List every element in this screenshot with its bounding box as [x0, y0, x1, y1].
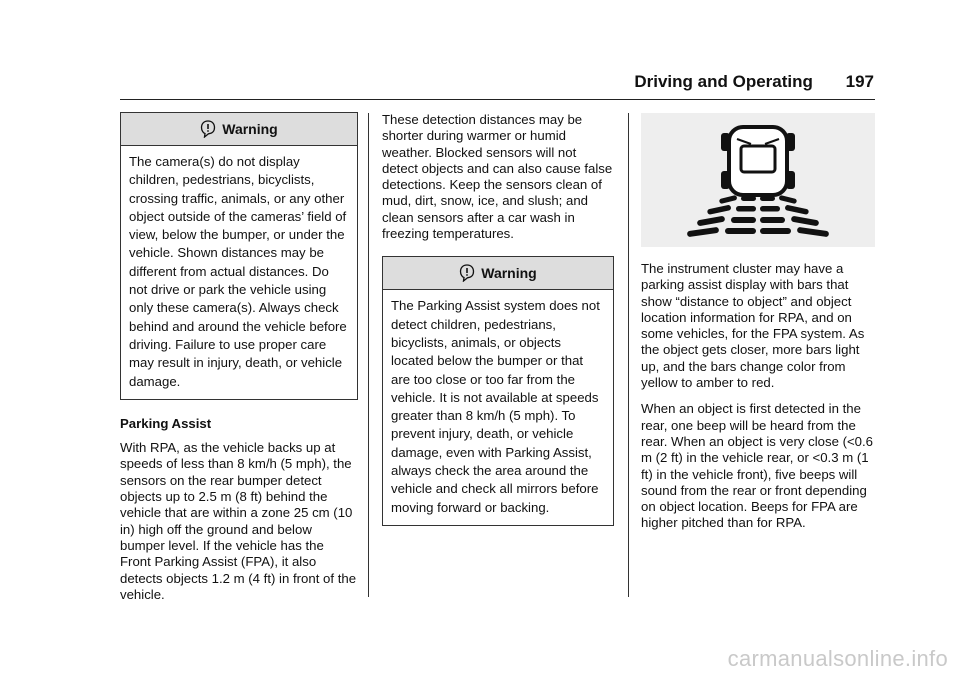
watermark: carmanualsonline.info: [727, 646, 948, 671]
warning-icon: [200, 120, 216, 138]
warning-header: [383, 257, 613, 290]
parking-assist-illustration: [641, 113, 875, 247]
warning-title: Warning: [222, 120, 278, 137]
warning-box-camera: [120, 112, 358, 400]
warning-text: The camera(s) do not display children, pedestrians, bicyclists, crossing traffic, animals, or any other object outside of the cameras’ field of view, below the bumper, or under the vehicle. Shown distances may be different from actual distances. Do not drive or park the vehicle using only these camera(s). Always check behind and around the vehicle before driving. Failure to use proper care may result in injury, death, or vehicle damage.: [129, 154, 347, 389]
rpa-paragraph: With RPA, as the vehicle backs up at speeds of less than 8 km/h (5 mph), the sensors on the rear bumper detect objects up to 2.5 m (8 ft) behind the vehicle that are within a zone 25 cm (10 in) high off the ground and below bumper level. If the vehicle has the Front Parking Assist (FPA), it also detects objects 1.2 m (4 ft) in front of the vehicle.: [120, 440, 357, 602]
detection-distance-paragraph: These detection distances may be shorter during warmer or humid weather. Blocked sensors will not detect objects and can also cause false detections. Keep the sensors clean of mud, dirt, snow, ice, and slush; and clean sensors after a car wash in freezing temperatures.: [382, 112, 613, 242]
warning-text: The Parking Assist system does not detect children, pedestrians, bicyclists, animals, or objects located below the bumper or that are too close or too far from the vehicle. It is not available at speeds greater than 8 km/h (5 mph). To prevent injury, death, or vehicle damage, even with Parking Assist, always check the area around the vehicle and check all mirrors before moving forward or backing.: [391, 298, 600, 515]
beep-paragraph: When an object is first detected in the rear, one beep will be heard from the rear. When an object is very close (<0.6 m (2 ft) in the vehicle rear, or <0.3 m (1 ft) in the vehicle front), five beeps will sound from the rear or front depending on object location. Beeps for FPA are higher pitched than for RPA.: [641, 401, 873, 531]
column-divider-1: [368, 113, 369, 597]
warning-title: Warning: [481, 265, 537, 282]
parking-assist-heading: Parking Assist: [120, 415, 212, 431]
warning-box-parking-assist: [382, 256, 614, 526]
column-2: [382, 112, 614, 526]
column-1: [120, 112, 358, 603]
page-header: [634, 72, 874, 92]
column-3: [641, 112, 875, 532]
parking-assist-display-icon: [641, 113, 875, 247]
page-number: 197: [845, 72, 874, 91]
header-rule: [120, 99, 875, 100]
section-title: Driving and Operating: [634, 72, 813, 91]
instrument-cluster-paragraph: The instrument cluster may have a parking assist display with bars that show “distance to object” and object location information for RPA, and on some vehicles, for the FPA system. As the object gets closer, more bars light up, and the bars change color from yellow to amber to red.: [641, 261, 865, 391]
warning-header: [121, 113, 357, 146]
warning-icon: [459, 264, 475, 282]
column-divider-2: [628, 113, 629, 597]
